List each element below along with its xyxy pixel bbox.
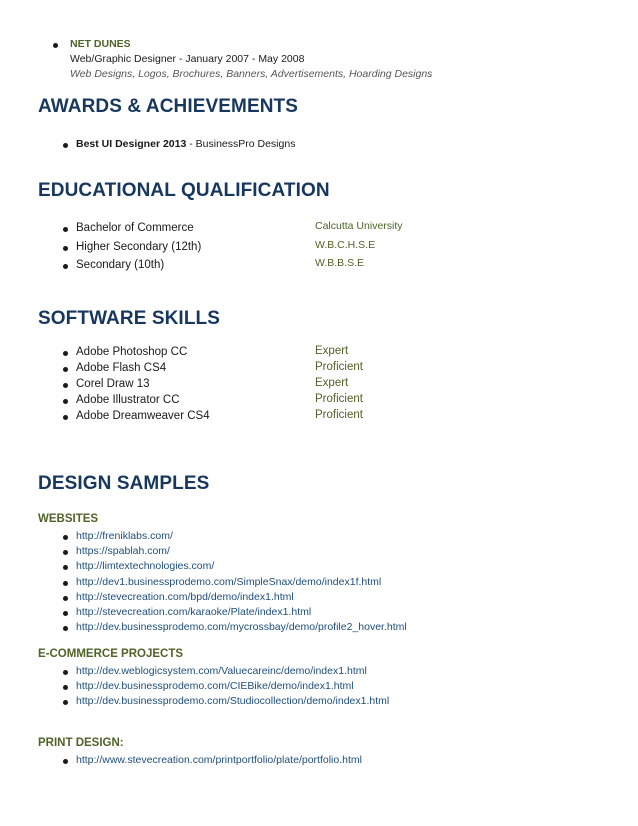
institute: Calcutta University [315,220,403,232]
website-link[interactable]: http://stevecreation.com/bpd/demo/index1.html [76,591,294,603]
website-link[interactable]: http://dev.businessprodemo.com/mycrossbay/demo/profile2_hover.html [76,621,407,633]
bullet [53,43,58,48]
ecommerce-link[interactable]: http://dev.businessprodemo.com/CIEBike/demo/index1.html [76,680,354,692]
skill-level: Proficient [315,361,363,373]
bullet [63,611,68,616]
website-link[interactable]: http://stevecreation.com/karaoke/Plate/index1.html [76,606,312,618]
bullet [63,581,68,586]
award-org: - BusinessPro Designs [189,138,296,150]
print-link[interactable]: http://www.stevecreation.com/printportfolio/plate/portfolio.html [76,754,362,766]
degree: Bachelor of Commerce [76,222,194,234]
subheading-websites: WEBSITES [38,513,99,525]
website-link[interactable]: http://freniklabs.com/ [76,530,173,542]
skill-level: Expert [315,377,349,389]
award-title: Best UI Designer 2013 [76,138,187,150]
bullet [63,700,68,705]
bullet [63,367,68,372]
skill-level: Expert [315,345,349,357]
institute: W.B.B.S.E [315,257,365,269]
job-details: Web Designs, Logos, Brochures, Banners, Advertisements, Hoarding Designs [70,68,433,80]
bullet [63,246,68,251]
section-heading-education: EDUCATIONAL QUALIFICATION [38,180,330,201]
degree: Secondary (10th) [76,259,165,271]
website-link[interactable]: https://spablah.com/ [76,545,170,557]
bullet [63,670,68,675]
bullet [63,399,68,404]
skill-name: Adobe Flash CS4 [76,362,167,374]
bullet [63,759,68,764]
website-link[interactable]: http://dev1.businessprodemo.com/SimpleSnax/demo/index1f.html [76,576,382,588]
award-item [76,138,295,150]
skill-name: Corel Draw 13 [76,378,150,390]
skill-name: Adobe Dreamweaver CS4 [76,410,210,422]
bullet [63,685,68,690]
ecommerce-link[interactable]: http://dev.businessprodemo.com/Studiocollection/demo/index1.html [76,695,390,707]
bullet [63,565,68,570]
bullet [63,264,68,269]
subheading-ecommerce: E-COMMERCE PROJECTS [38,648,184,660]
bullet [63,626,68,631]
bullet [63,383,68,388]
skill-level: Proficient [315,409,363,421]
bullet [63,415,68,420]
subheading-print: PRINT DESIGN: [38,737,124,749]
bullet [63,596,68,601]
bullet [63,143,68,148]
bullet [63,227,68,232]
institute: W.B.C.H.S.E [315,239,376,251]
job-role: Web/Graphic Designer - January 2007 - May 2008 [70,53,305,65]
bullet [63,351,68,356]
bullet [63,535,68,540]
skill-name: Adobe Illustrator CC [76,394,180,406]
section-heading-samples: DESIGN SAMPLES [38,473,210,494]
ecommerce-link[interactable]: http://dev.weblogicsystem.com/Valuecareinc/demo/index1.html [76,665,367,677]
skill-name: Adobe Photoshop CC [76,346,188,358]
degree: Higher Secondary (12th) [76,241,202,253]
company-name: NET DUNES [70,38,131,50]
skill-level: Proficient [315,393,363,405]
bullet [63,550,68,555]
section-heading-skills: SOFTWARE SKILLS [38,308,220,329]
section-heading-awards: AWARDS & ACHIEVEMENTS [38,96,299,117]
website-link[interactable]: http://limtextechnologies.com/ [76,560,215,572]
